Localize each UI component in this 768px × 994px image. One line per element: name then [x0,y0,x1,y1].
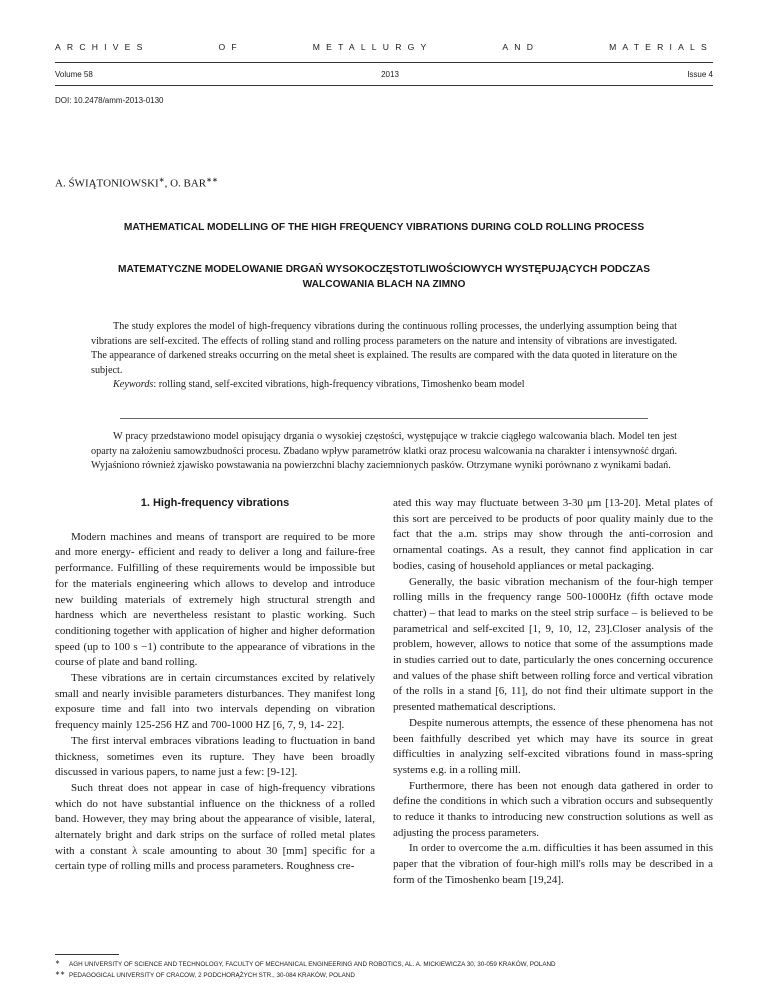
footnote-text: AGH UNIVERSITY OF SCIENCE AND TECHNOLOGY, FACULTY OF MECHANICAL ENGINEERING AND ROBOTICS, AL. A. MICKIEWICZA 30, 30-059 KRAKÓW, POLAND [69,961,556,968]
column-left [55,496,375,875]
paragraph: The first interval embraces vibrations leading to fluctuation in band thickness, sometimes even its rupture. They have been broadly discussed in various papers, to name just a few: [9-12]. [55,734,375,779]
journal-word: MATERIALS [609,42,713,52]
affiliation-mark: ∗ [158,176,165,184]
column-right [393,496,713,889]
abstract-divider [120,418,648,419]
title-polish-line: WALCOWANIA BLACH NA ZIMNO [302,278,466,290]
year-label: 2013 [381,70,399,79]
title-english: MATHEMATICAL MODELLING OF THE HIGH FREQUENCY VIBRATIONS DURING COLD ROLLING PROCESS [123,222,645,233]
abstract-text-polish: W pracy przedstawiono model opisujący drgania o wysokiej częstości, występujące w trakcie ciągłego walcowania blach. Model ten jest oparty na założeniu samowzbudności procesu. Zbadano wpływ parametrów klatki oraz procesu walcowania na charakter i intensywność drgań. Wyjaśniono również zjawisko powstawania na powierzchni blachy zaciemnionych pasków. Otrzymane wyniki porównano z wynikami badań. [91,431,677,472]
title-polish-line: MATEMATYCZNE MODELOWANIE DRGAŃ WYSOKOCZĘSTOTLIWOŚCIOWYCH WYSTĘPUJĄCYCH PODCZAS [117,264,650,275]
footnote-mark: ∗∗ [55,971,66,977]
paragraph: ated this way may fluctuate between 3-30 μm [13-20]. Metal plates of this sort are perceived to be products of poor quality mainly due to the fact that the a.m. strips may show through the anti-corrosion and ornamental coatings. As a result, they cannot find application in car bodies, casing of household appliances or metal packaging. [393,497,713,572]
author-name: O. BAR [170,177,207,190]
abstract-text: The study explores the model of high-frequency vibrations during the continuous rolling processes, the underlying assumption being that vibrations are self-excited. The effects of rolling stand and rolling process parameters on the nature and intensity of vibrations are investigated. The appearance of darkened streaks occurring on the metal sheet is explained. The results are compared with the data quoted in literature on the subject. [91,321,677,376]
footnote [55,959,713,970]
journal-word: ARCHIVES [55,42,149,52]
keywords-text: : rolling stand, self-excited vibrations, high-frequency vibrations, Timoshenko beam model [153,379,525,391]
paragraph: In order to overcome the a.m. difficulties it has been assumed in this paper that the vibration of four-high mill's rolls may be described in a form of the Timoshenko beam [19,24]. [393,842,713,886]
footnote-text: PEDAGOGICAL UNIVERSITY OF CRACOW, 2 PODCHORĄŻYCH STR., 30-084 KRAKÓW, POLAND [69,972,355,979]
paragraph: Furthermore, there has been not enough data gathered in order to define the conditions in which such a vibration occurs and subsequently to reduce it thanks to introducing new construction solutions as well as adjusting the process parameters. [393,779,713,839]
footnotes [55,959,713,981]
journal-word: METALLURGY [312,42,433,52]
authors: A. ŚWIĄTONIOWSKI∗, O. BAR∗∗ [55,176,218,190]
paragraph: Such threat does not appear in case of high-frequency vibrations which do not have substantial influence on the thickness of a rolled band. However, they may bring about the appearance of visible, lateral, alternately bright and dark strips on the surface of rolled metal plates with a constant λ scale amounting to about 30 [mm] specific for a certain type of rolling mills and process parameters. Roughness cre- [55,781,375,873]
footnote-mark: ∗ [55,960,61,966]
section-heading: 1. High-frequency vibrations [140,497,290,509]
doi: DOI: 10.2478/amm-2013-0130 [55,96,164,105]
footnote-rule [55,954,119,955]
title-polish [100,263,668,292]
affiliation-mark: ∗∗ [206,176,218,184]
journal-word: AND [502,42,540,52]
paragraph: Generally, the basic vibration mechanism of the four-high temper rolling mills in the frequency range 500-1000Hz (fifth octave mode chatter) – that lead to marks on the steel strip surface – is believed to be parametrical and self-excited [1, 9, 10, 12, 23].Closer analysis of the problem, however, allows to notice that some of the assumptions made in studies carried out to date, particularly the ones concerning occurence and values of the phase shift between rolling force and vertical vibration of the rolls in a stand [6, 11], do not find their ultimate support in the presented mathematical descriptions. [393,575,713,714]
journal-name [55,42,713,58]
volume-label: Volume 58 [55,70,93,79]
issue-label: Issue 4 [687,70,713,79]
header-rule-top [55,62,713,63]
paragraph: Modern machines and means of transport are required to be more and more energy- efficient and ready to deliver a long and failure-free performance. Fulfilling of these requirements would be impossible but for the materials engineering which allows to develop and introduce new building materials of extremely high structural strength and hardness which are nevertheless resistant to plastic working. Such conditioning together with application of higher and higher deformation speed (up to 100 s −1) contribute to the appearance of vibrations in the course of plate and band rolling. [55,530,375,669]
header-rule-bottom [55,85,713,86]
footnote [55,970,713,981]
keywords-label: Keywords [113,379,154,391]
journal-word: OF [218,42,243,52]
author-name: A. ŚWIĄTONIOWSKI [55,177,159,190]
abstract-english [91,320,677,393]
abstract-polish [91,430,677,474]
issue-info [55,70,713,79]
paragraph: Despite numerous attempts, the essence of these phenomena has not been faithfully described yet which may have its source in great difficulties in analyzing self-excited vibrations found in mass-spring systems e.g. in a rolling mill. [393,716,713,776]
paragraph: These vibrations are in certain circumstances excited by relatively small and nearly invisible parameters disturbances. They manifest long exposure time and fall into two intervals depending on vibration frequency mainly 125-256 HZ and 700-1000 HZ [6, 7, 9, 14- 22]. [55,672,375,732]
